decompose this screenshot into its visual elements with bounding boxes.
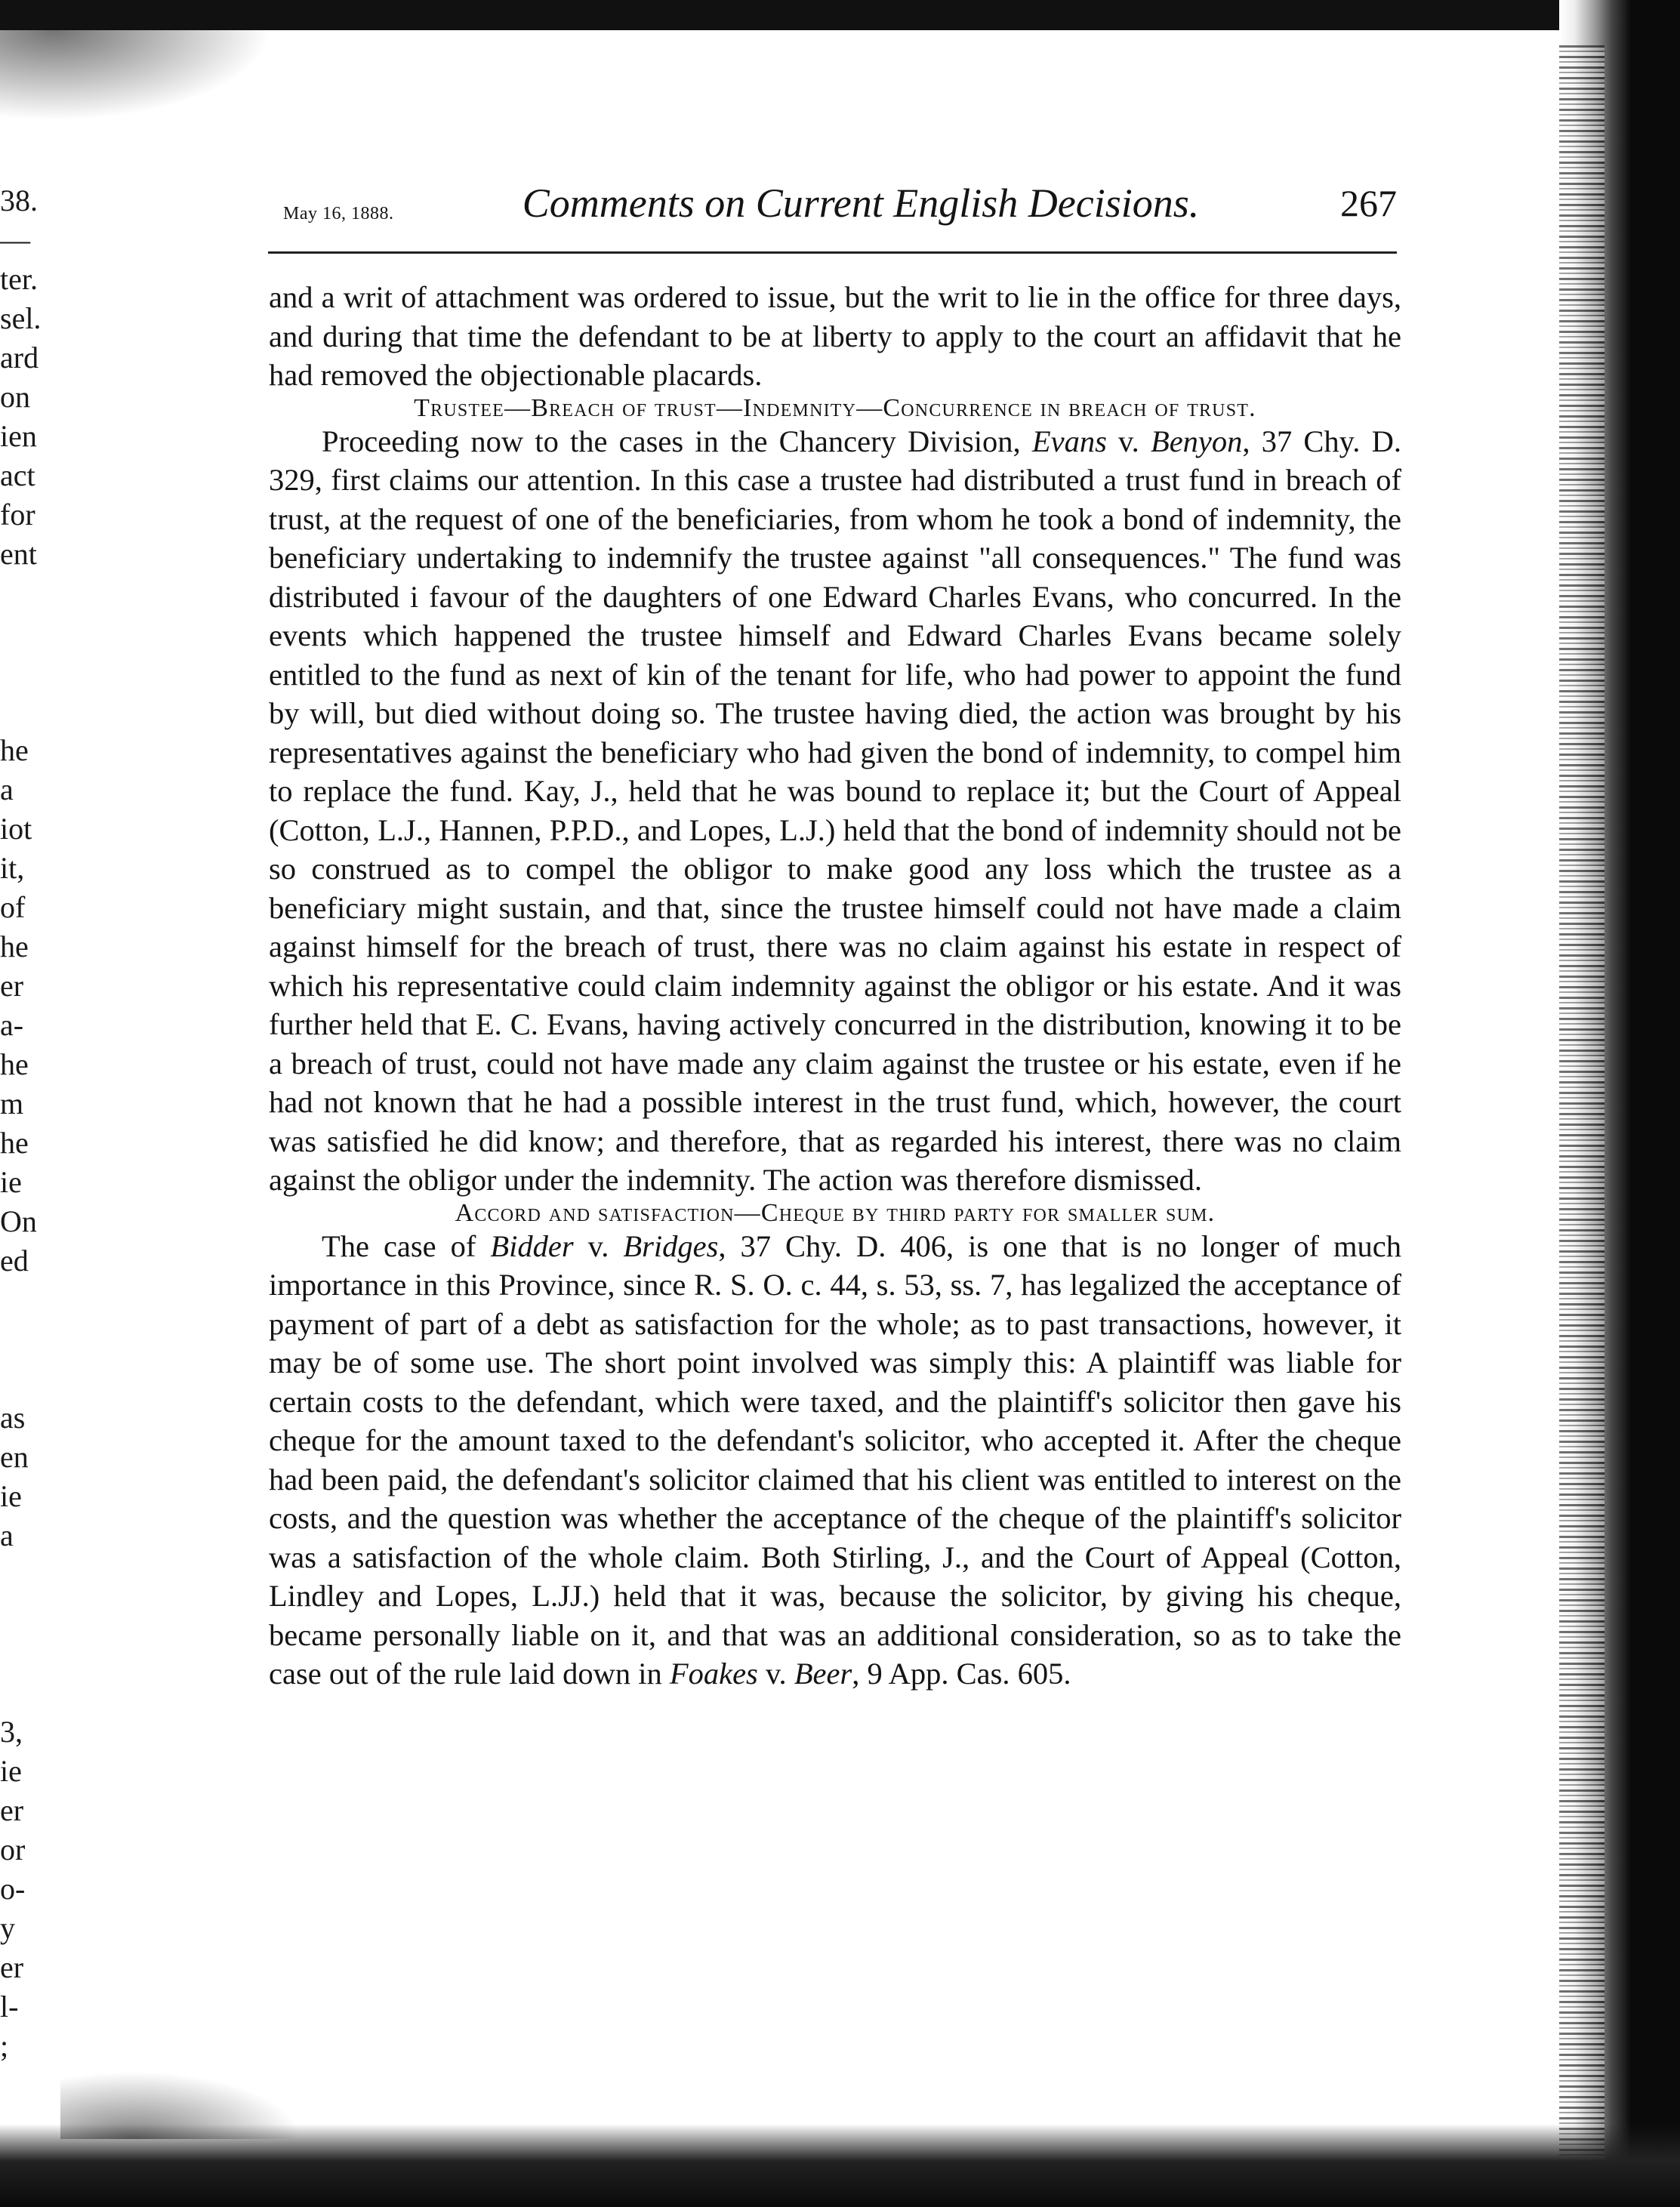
section-heading-accord: Accord and satisfaction—Cheque by third party for smaller sum. bbox=[455, 1198, 1216, 1227]
margin-fragment bbox=[0, 1320, 60, 1359]
margin-fragment: ie bbox=[0, 1754, 22, 1788]
margin-fragment: on bbox=[0, 380, 30, 414]
scan-edge-noise bbox=[1559, 45, 1604, 2159]
margin-fragment: er bbox=[0, 1793, 24, 1827]
margin-fragment: a bbox=[0, 772, 14, 806]
margin-fragment: l- bbox=[0, 1990, 19, 2024]
case-name-beer: Beer bbox=[794, 1657, 852, 1691]
margin-fragment: ent bbox=[0, 537, 37, 571]
margin-fragment: act bbox=[0, 458, 35, 492]
margin-fragment bbox=[0, 1595, 60, 1634]
case-name-evans: Evans bbox=[1031, 424, 1107, 458]
previous-page-margin-fragments bbox=[0, 181, 60, 2066]
para-ending: , 9 App. Cas. 605. bbox=[852, 1657, 1071, 1691]
margin-fragment bbox=[0, 652, 60, 692]
case-v: v. bbox=[573, 1228, 624, 1263]
margin-fragment: o- bbox=[0, 1872, 26, 1906]
margin-fragment: he bbox=[0, 733, 29, 767]
margin-fragment: as bbox=[0, 1401, 26, 1435]
header-title: Comments on Current English Decisions. bbox=[522, 180, 1200, 226]
opening-paragraph: and a writ of attachment was ordered to issue, but the writ to lie in the office for three days, and during that time the defendant to be at liberty to apply to the court an affidavit that he had removed the objectionable placards. bbox=[269, 280, 1401, 392]
margin-fragment: 3, bbox=[0, 1715, 23, 1749]
case-v: v. bbox=[1106, 424, 1151, 458]
para-lead: Proceeding now to the cases in the Chancery Division, bbox=[322, 424, 1032, 458]
scan-shadow-corner bbox=[0, 30, 272, 121]
paragraph-evans-v-benyon bbox=[269, 422, 1401, 1200]
margin-fragment: m bbox=[0, 1087, 24, 1120]
page-body bbox=[269, 278, 1401, 1694]
margin-fragment: ard bbox=[0, 341, 39, 375]
margin-fragment: ed bbox=[0, 1244, 29, 1278]
case-v: v. bbox=[757, 1657, 794, 1691]
case-name-benyon: Benyon bbox=[1150, 424, 1243, 458]
margin-fragment: he bbox=[0, 1047, 29, 1081]
para-lead: The case of bbox=[322, 1228, 491, 1263]
margin-fragment: he bbox=[0, 929, 29, 963]
margin-fragment: ; bbox=[0, 2029, 9, 2063]
margin-fragment: ie bbox=[0, 1479, 22, 1513]
margin-fragment: a- bbox=[0, 1008, 24, 1042]
margin-fragment bbox=[0, 613, 60, 652]
margin-fragment: of bbox=[0, 890, 26, 924]
margin-fragment bbox=[0, 1634, 60, 1673]
case-name-foakes: Foakes bbox=[669, 1657, 758, 1691]
section-heading-trustee: Trustee—Breach of trust—Indemnity—Concurrence in breach of trust. bbox=[414, 393, 1256, 422]
margin-fragment: — bbox=[0, 223, 30, 257]
margin-fragment: er bbox=[0, 969, 24, 1003]
scan-shadow-bottom-corner bbox=[60, 2071, 302, 2139]
case-name-bridges: Bridges bbox=[623, 1228, 719, 1263]
margin-fragment: iot bbox=[0, 812, 32, 846]
margin-fragment bbox=[0, 1359, 60, 1398]
margin-fragment: he bbox=[0, 1126, 29, 1160]
page-number: 267 bbox=[1340, 182, 1397, 224]
para-body: , 37 Chy. D. 329, first claims our attention. In this case a trustee had distributed a trust fund in breach of trust, at the request of one of the beneficiaries, from whom he took a bond of indemnity, the beneficiary undertaking to indemnify the trustee against "all consequences." The fund was distributed i favour of the daughters of one Edward Charles Evans, who concurred. In the events which happened the trustee himself and Edward Charles Evans became solely entitled to the fund as next of kin of the tenant for life, who had power to appoint the fund by will, but died without doing so. The trustee having died, the action was brought by his representatives against the beneficiary who had given the bond of indemnity, to compel him to replace the fund. Kay, J., held that he was bound to replace it; but the Court of Appeal (Cotton, L.J., Hannen, P.P.D., and Lopes, L.J.) held that the bond of indemnity should not be so construed as to compel the obligor to make good any loss which the trustee as a beneficiary might sustain, and that, since the trustee himself could not have made a claim against himself for the breach of trust, there was no claim against his estate in respect of which his representative could claim indemnity against the obligor or his estate. And it was further held that E. C. Evans, having actively concurred in the distribution, knowing it to be a breach of trust, could not have made any claim against the trustee or his estate, even if he had not known that he had a possible interest in the trust fund, which, however, the court was satisfied he did know; and therefore, that as regarded his interest, there was no claim against the obligor under the indemnity. The action was therefore dismissed. bbox=[269, 424, 1401, 1197]
margin-fragment: it, bbox=[0, 851, 25, 885]
para-body: , 37 Chy. D. 406, is one that is no longer of much importance in this Province, since R. S. O. c. 44, s. 53, ss. 7, has legalized the acceptance of payment of part of a debt as satisfaction for the whole; as to past transactions, however, it may be of some use. The short point involved was simply this: A plaintiff was liable for certain costs to the defendant, which were taxed, and the plaintiff's solicitor then gave his cheque for the amount taxed to the defendant's solicitor, who accepted it. After the cheque had been paid, the defendant's solicitor claimed that his client was entitled to interest on the costs, and the question was whether the acceptance of the cheque of the plaintiff's solicitor was a satisfaction of the whole claim. Both Stirling, J., and the Court of Appeal (Cotton, Lindley and Lopes, L.JJ.) held that it was, because the solicitor, by giving his cheque, became personally liable on it, and that was an additional consideration, so as to take the case out of the rule laid down in bbox=[269, 1228, 1402, 1691]
scan-shadow-top bbox=[0, 0, 1680, 30]
margin-fragment: sel. bbox=[0, 301, 42, 335]
margin-fragment: for bbox=[0, 498, 35, 532]
margin-fragment: On bbox=[0, 1204, 37, 1238]
paragraph-bidder-v-bridges bbox=[269, 1227, 1401, 1694]
margin-fragment bbox=[0, 1555, 60, 1595]
case-name-bidder: Bidder bbox=[490, 1228, 574, 1263]
margin-fragment bbox=[0, 692, 60, 731]
margin-fragment: ie bbox=[0, 1165, 22, 1199]
header-rule bbox=[268, 251, 1397, 254]
margin-fragment bbox=[0, 1281, 60, 1320]
running-header bbox=[279, 180, 1397, 240]
margin-fragment: ien bbox=[0, 419, 37, 453]
margin-fragment bbox=[0, 1673, 60, 1712]
margin-fragment: ter. bbox=[0, 262, 38, 296]
header-date: May 16, 1888. bbox=[283, 204, 394, 223]
margin-fragment: en bbox=[0, 1440, 29, 1474]
margin-fragment: er bbox=[0, 1950, 24, 1984]
margin-fragment: or bbox=[0, 1832, 26, 1866]
margin-fragment: a bbox=[0, 1518, 14, 1552]
margin-fragment: y bbox=[0, 1911, 15, 1945]
margin-fragment: 38. bbox=[0, 183, 38, 217]
margin-fragment bbox=[0, 574, 60, 613]
